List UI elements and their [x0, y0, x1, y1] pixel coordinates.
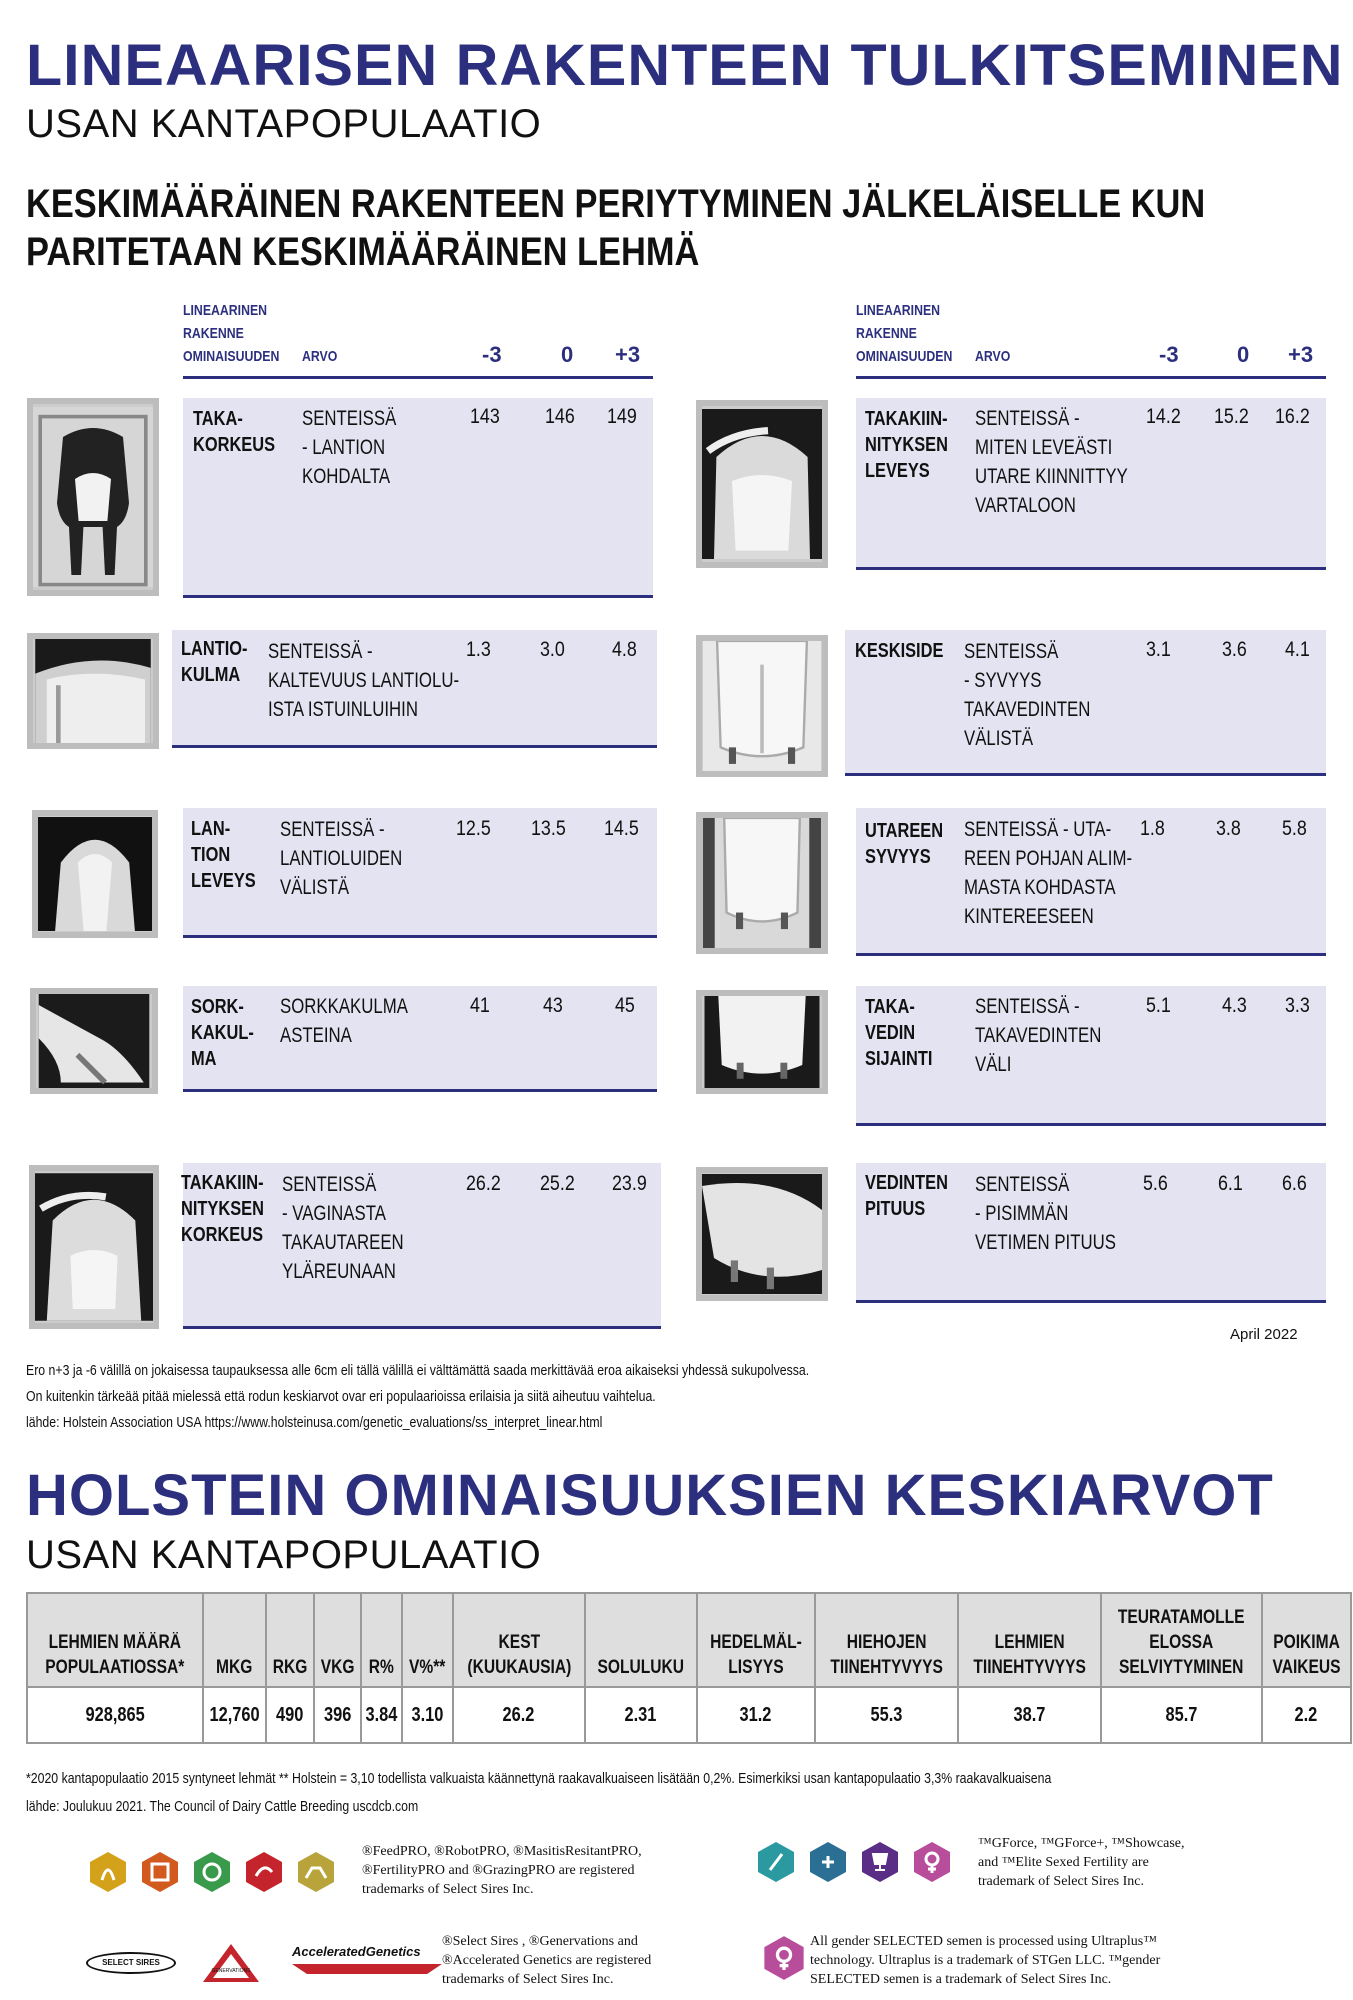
- th-rkg: RKG: [266, 1593, 314, 1687]
- trait-value-plus3: 3.3: [1285, 994, 1310, 1017]
- td-fertility: 31.2: [697, 1687, 815, 1743]
- col-plus3-right: +3: [1288, 342, 1314, 367]
- right-column-headers: [856, 299, 974, 368]
- td-longevity: 26.2: [453, 1687, 586, 1743]
- select-sires-logo: SELECT SIRES: [86, 1952, 176, 1974]
- trait-name: TAKAKIIN- NITYKSEN KORKEUS: [181, 1172, 264, 1246]
- note-source: lähde: Holstein Association USA https://www.holsteinusa.com/genetic_evaluations/ss_interpret_linear.html: [26, 1414, 603, 1431]
- th-cow-conception: LEHMIEN TIINEHTYVYYS: [958, 1593, 1101, 1687]
- td-mkg: 12,760: [203, 1687, 266, 1743]
- table-header-row: [27, 1593, 1351, 1687]
- th-fertility: HEDELMÄL- LISYYS: [697, 1593, 815, 1687]
- accelerated-genetics-logo: AcceleratedGenetics: [292, 1944, 421, 1959]
- mastitisresistantpro-icon: [190, 1850, 234, 1894]
- table-row: [27, 1687, 1351, 1743]
- th-scc: SOLULUKU: [585, 1593, 697, 1687]
- trait-value-minus3: 41: [470, 994, 490, 1017]
- trait-description: SORKKAKULMA ASTEINA: [280, 995, 408, 1047]
- col-plus3: +3: [615, 342, 641, 367]
- rear-udder-height-icon: [29, 1165, 159, 1329]
- td-protein-pct: 3.10: [402, 1687, 452, 1743]
- col-value-label: ARVO: [302, 348, 338, 365]
- trait-value-plus3: 4.1: [1285, 638, 1310, 661]
- trait-value-minus3: 3.1: [1146, 638, 1171, 661]
- th-mkg: MKG: [203, 1593, 266, 1687]
- col-trait-label: [183, 299, 279, 368]
- col-zero-right: 0: [1237, 342, 1250, 367]
- td-livability: 85.7: [1101, 1687, 1261, 1743]
- hoof-angle-icon: [30, 988, 158, 1094]
- trait-description: SENTEISSÄ - TAKAVEDINTEN VÄLI: [975, 995, 1102, 1076]
- trait-value-zero: 3.0: [540, 638, 565, 661]
- page-subtitle: USAN KANTAPOPULAATIO: [26, 102, 542, 146]
- td-fat-pct: 3.84: [361, 1687, 402, 1743]
- elite-sexed-fertility-icon: [910, 1840, 954, 1884]
- trait-value-zero: 6.1: [1218, 1172, 1243, 1195]
- trait-value-plus3: 5.8: [1282, 817, 1307, 840]
- trait-name: KESKISIDE: [855, 640, 944, 662]
- note-line-1: Ero n+3 ja -6 välillä on jokaisessa taupauksessa alle 6cm eli tällä välillä ei välttämättä saada merkittävää eroa aikaiseksi yhdessä sukupolvessa.: [26, 1362, 810, 1379]
- section-heading-line-1: KESKIMÄÄRÄINEN RAKENTEEN PERIYTYMINEN JÄLKELÄISELLE KUN: [26, 182, 1206, 226]
- trait-value-zero: 4.3: [1222, 994, 1247, 1017]
- trait-value-zero: 15.2: [1214, 405, 1249, 428]
- gender-selected-icon: [760, 1934, 808, 1982]
- accelerated-genetics-swoosh: [292, 1964, 442, 1974]
- col-trait-line1-right: LINEAARINEN: [856, 302, 941, 319]
- td-vkg: 396: [314, 1687, 361, 1743]
- col-trait-label-right: [856, 299, 952, 368]
- col-trait-line3-right: OMINAISUUDEN: [856, 348, 953, 365]
- th-livability: TEURATAMOLLE ELOSSA SELVIYTYMINEN: [1101, 1593, 1261, 1687]
- trait-name: UTAREEN SYVYYS: [865, 820, 944, 868]
- trait-description: SENTEISSÄ - UTA- REEN POHJAN ALIM- MASTA KOHDASTA KINTEREESEEN: [964, 818, 1133, 928]
- rear-udder-width-icon: [696, 400, 828, 568]
- section-heading-line-2: PARITETAAN KESKIMÄÄRÄINEN LEHMÄ: [26, 230, 700, 274]
- th-protein-pct: V%**: [402, 1593, 452, 1687]
- trait-name: VEDINTEN PITUUS: [865, 1172, 948, 1220]
- trait-description: SENTEISSÄ - VAGINASTA TAKAUTAREEN YLÄREUNAAN: [282, 1173, 404, 1283]
- feedpro-icon: [86, 1850, 130, 1894]
- td-scc: 2.31: [585, 1687, 697, 1743]
- genervations-logo: [201, 1942, 261, 1984]
- trait-name: LAN- TION LEVEYS: [191, 818, 256, 892]
- date-label: April 2022: [1230, 1326, 1298, 1343]
- page-title: LINEAARISEN RAKENTEEN TULKITSEMINEN: [26, 33, 1344, 98]
- td-cow-conception: 38.7: [958, 1687, 1101, 1743]
- td-rkg: 490: [266, 1687, 314, 1743]
- col-trait-line2-right: RAKENNE: [856, 325, 917, 342]
- col-minus3: -3: [482, 342, 502, 367]
- udder-cleft-icon: [696, 635, 828, 777]
- trait-value-zero: 13.5: [531, 817, 566, 840]
- trait-description: SENTEISSÄ - MITEN LEVEÄSTI UTARE KIINNITTYY VARTALOON: [975, 407, 1128, 517]
- col-trait-line1: LINEAARINEN: [183, 302, 268, 319]
- trait-value-plus3: 14.5: [604, 817, 639, 840]
- td-calving-ease: 2.2: [1262, 1687, 1351, 1743]
- col-trait-line3: OMINAISUUDEN: [183, 348, 280, 365]
- th-longevity: KEST (KUUKAUSIA): [453, 1593, 586, 1687]
- rear-view-cow-icon: [27, 398, 159, 596]
- averages-footnote: *2020 kantapopulaatio 2015 syntyneet lehmät ** Holstein = 3,10 todellista valkuaista käännettynä raakavalkuaiseen lisätään 0,2%. Esimerkiksi usan kantapopulaatio 3,3% raakavalkuaisena: [26, 1770, 1052, 1787]
- showcase-trophy-icon: [858, 1840, 902, 1884]
- averages-title: HOLSTEIN OMINAISUUKSIEN KESKIARVOT: [26, 1463, 1274, 1528]
- trademark-text-4: All gender SELECTED semen is processed using Ultraplus™ technology. Ultraplus is a trademark of STGen LLC. ™gender SELECTED semen is a trademark of Select Sires Inc.: [810, 1934, 1161, 1987]
- gforce-plus-icon: [806, 1840, 850, 1884]
- trademark-text-3: ®Select Sires , ®Genervations and ®Accelerated Genetics are registered trademarks of Select Sires Inc.: [442, 1934, 652, 1987]
- left-header-rule: [183, 376, 653, 379]
- trait-description: SENTEISSÄ - SYVYYS TAKAVEDINTEN VÄLISTÄ: [964, 640, 1091, 750]
- td-heifer-conception: 55.3: [815, 1687, 958, 1743]
- trait-name: TAKAKIIN- NITYKSEN LEVEYS: [865, 408, 948, 482]
- trait-value-plus3: 45: [615, 994, 635, 1017]
- trait-name: TAKA- KORKEUS: [193, 408, 276, 456]
- product-logo-row: [86, 1850, 366, 1900]
- col-value-label-right: ARVO: [975, 348, 1011, 365]
- col-trait-line2: RAKENNE: [183, 325, 244, 342]
- th-population: LEHMIEN MÄÄRÄ POPULAATIOSSA*: [27, 1593, 203, 1687]
- trait-value-minus3: 5.6: [1143, 1172, 1168, 1195]
- td-population: 928,865: [27, 1687, 203, 1743]
- trademark-text-1: ®FeedPRO, ®RobotPRO, ®MasitisResitantPRO, ®FertilityPRO and ®GrazingPRO are registered trademarks of Select Sires Inc.: [362, 1844, 642, 1897]
- trait-description: SENTEISSÄ - KALTEVUUS LANTIOLU- ISTA ISTUINLUIHIN: [268, 640, 460, 721]
- trait-value-zero: 146: [545, 405, 575, 428]
- trademark-text-2: ™GForce, ™GForce+, ™Showcase, and ™Elite Sexed Fertility are trademark of Select Sires Inc.: [978, 1836, 1185, 1889]
- trait-value-zero: 3.8: [1216, 817, 1241, 840]
- averages-subtitle: USAN KANTAPOPULAATIO: [26, 1533, 542, 1577]
- trait-value-zero: 3.6: [1222, 638, 1247, 661]
- left-column-headers: [183, 299, 301, 368]
- trait-value-minus3: 26.2: [466, 1172, 501, 1195]
- trait-name: SORK- KAKUL- MA: [191, 996, 254, 1070]
- trait-value-plus3: 23.9: [612, 1172, 647, 1195]
- section-heading: [26, 180, 1206, 276]
- gforce-logo-row: [754, 1840, 974, 1890]
- trait-value-minus3: 12.5: [456, 817, 491, 840]
- trait-name: TAKA- VEDIN SIJAINTI: [865, 996, 933, 1070]
- note-line-2: On kuitenkin tärkeää pitää mielessä että rodun keskiarvot ovar eri populaarioissa erilaisia ja siitä aiheutuu vaihtelua.: [26, 1388, 656, 1405]
- trait-value-minus3: 5.1: [1146, 994, 1171, 1017]
- udder-depth-icon: [696, 812, 828, 954]
- company-logo-row: [86, 1940, 446, 1986]
- trait-value-minus3: 14.2: [1146, 405, 1181, 428]
- trait-description: SENTEISSÄ - LANTIOLUIDEN VÄLISTÄ: [280, 818, 403, 899]
- trait-value-zero: 43: [543, 994, 563, 1017]
- th-calving-ease: POIKIMA VAIKEUS: [1262, 1593, 1351, 1687]
- col-zero: 0: [561, 342, 574, 367]
- trait-value-zero: 25.2: [540, 1172, 575, 1195]
- th-vkg: VKG: [314, 1593, 361, 1687]
- trait-value-plus3: 149: [607, 405, 637, 428]
- trait-value-minus3: 1.3: [466, 638, 491, 661]
- trait-value-plus3: 4.8: [612, 638, 637, 661]
- trait-description: SENTEISSÄ - LANTION KOHDALTA: [302, 407, 397, 488]
- trait-value-minus3: 1.8: [1140, 817, 1165, 840]
- trait-name: LANTIO- KULMA: [181, 638, 248, 686]
- th-fat-pct: R%: [361, 1593, 402, 1687]
- genervations-logo-text: GENERVATIONS: [211, 1968, 251, 1974]
- trait-panel-left-3: [183, 986, 657, 1092]
- rump-angle-icon: [27, 633, 159, 749]
- trait-value-plus3: 6.6: [1282, 1172, 1307, 1195]
- trait-value-plus3: 16.2: [1275, 405, 1310, 428]
- averages-source: lähde: Joulukuu 2021. The Council of Dairy Cattle Breeding uscdcb.com: [26, 1798, 419, 1815]
- gforce-icon: [754, 1840, 798, 1884]
- trait-value-minus3: 143: [470, 405, 500, 428]
- col-minus3-right: -3: [1159, 342, 1179, 367]
- right-header-rule: [856, 376, 1326, 379]
- rear-teat-placement-icon: [696, 990, 828, 1094]
- trait-description: SENTEISSÄ - PISIMMÄN VETIMEN PITUUS: [975, 1173, 1116, 1254]
- teat-length-icon: [696, 1167, 828, 1301]
- grazingpro-icon: [294, 1850, 338, 1894]
- averages-table: [26, 1592, 1352, 1744]
- fertilitypro-icon: [242, 1850, 286, 1894]
- th-heifer-conception: HIEHOJEN TIINEHTYVYYS: [815, 1593, 958, 1687]
- robotpro-icon: [138, 1850, 182, 1894]
- rump-width-icon: [32, 810, 158, 938]
